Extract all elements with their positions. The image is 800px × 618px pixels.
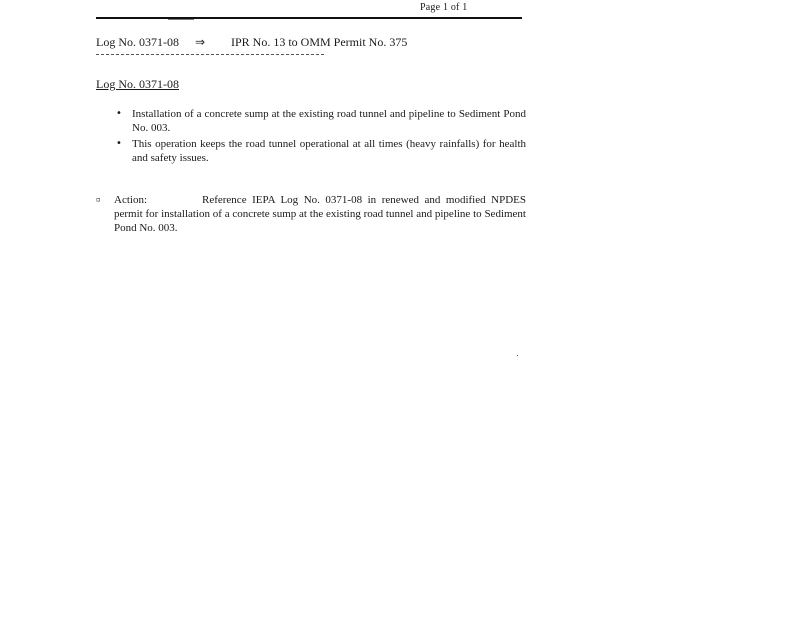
list-item-text: This operation keeps the road tunnel operational at all times (heavy rainfalls) for health and safety issues. bbox=[132, 138, 526, 164]
action-label: Action: bbox=[114, 194, 147, 206]
header-rule bbox=[96, 17, 522, 19]
action-marker-icon: ¤ bbox=[96, 195, 101, 205]
section-heading: Log No. 0371-08 bbox=[96, 77, 179, 91]
bullet-icon: • bbox=[116, 108, 122, 119]
title-log-number: Log No. 0371-08 bbox=[96, 35, 179, 49]
action-block bbox=[96, 193, 526, 235]
page-header: Page 1 of 1 bbox=[420, 2, 468, 13]
action-paragraph bbox=[114, 193, 526, 235]
list-item-text: Installation of a concrete sump at the existing road tunnel and pipeline to Sediment Pond No. 003. bbox=[132, 108, 526, 134]
action-text: Reference IEPA Log No. 0371-08 in renewed and modified NPDES permit for installation of a concrete sump at the existing road tunnel and pipeline to Sediment Pond No. 003. bbox=[114, 194, 526, 234]
document-title bbox=[96, 35, 407, 50]
header-rule-tick bbox=[168, 19, 194, 20]
title-reference: IPR No. 13 to OMM Permit No. 375 bbox=[231, 35, 408, 49]
list-item bbox=[116, 107, 526, 135]
dashed-divider bbox=[96, 54, 324, 55]
arrow-icon: ⇒ bbox=[195, 35, 206, 49]
bullet-list bbox=[116, 107, 526, 167]
scan-speck bbox=[517, 355, 518, 356]
list-item bbox=[116, 137, 526, 165]
bullet-icon: • bbox=[116, 138, 122, 149]
